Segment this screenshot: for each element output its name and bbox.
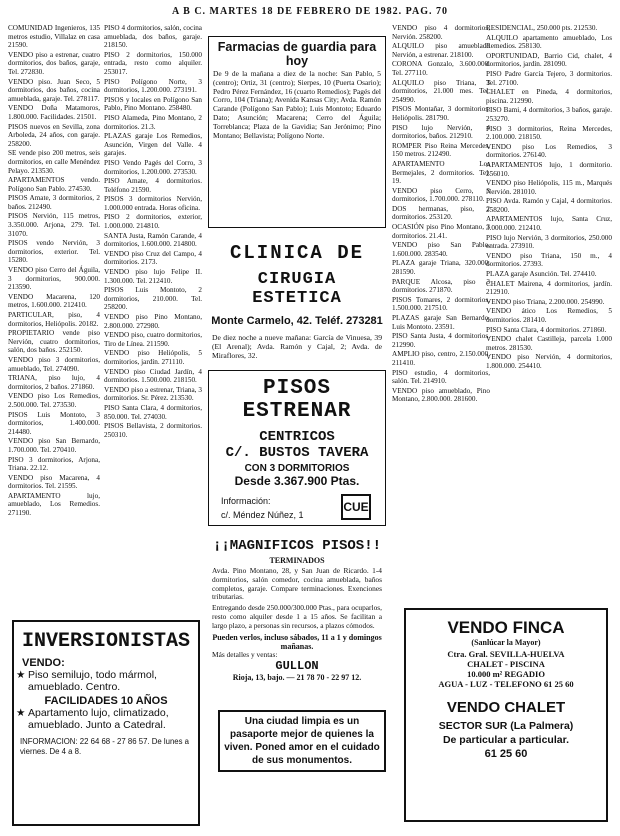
classified-ad: CHALET Mairena, 4 dormitorios, jardín. 212910.: [486, 279, 612, 297]
classified-ad: ALQUILO piso amueblado Nervión, a estrenar. 218100.: [392, 42, 490, 59]
classified-ad: SANTA Justa, Ramón Carande, 4 dormitorios, 1.600.000. 214800.: [104, 231, 202, 249]
classified-ad: VENDO piso Cruz del Campo, 4 dormitorios. 2173.: [104, 249, 202, 267]
classified-ad: PISOS 3 dormitorios Nervión, 1.000.000 entrada. Horas oficina.: [104, 195, 202, 212]
classified-ad: TRIANA, piso lujo, 4 dormitorios, 2 baños. 271860.: [8, 374, 100, 391]
page-header: A B C. MARTES 18 DE FEBRERO DE 1982. PAG. 70: [172, 6, 448, 17]
classified-ad: ROMPER Piso Reina Mercedes, 150 metros. 212490.: [392, 141, 490, 159]
classified-ad: PISO lujo Nervión, 3 dormitorios, 250.000 entrada. 273910.: [486, 233, 612, 251]
classified-ad: PISOS vendo Nervión, 3 dormitorios, exterior. Tel. 15280.: [8, 239, 100, 265]
classified-ad: VENDO chalet Castilleja, parcela 1.000 metros. 281530.: [486, 335, 612, 352]
classified-ad: PLAZAS garaje Los Remedios, Asunción, Virgen del Valle. 4 garajes.: [104, 132, 202, 158]
classified-ad: PISO Santa Clara, 4 dormitorios, 850.000. Tel. 274030.: [104, 403, 202, 421]
classified-ad: PISO Santa Clara, 4 dormitorios. 271860.: [486, 325, 607, 334]
farmacias-body: De 9 de la mañana a diez de la noche: San Pablo, 5 (centro); Ortiz, 31 (centro); Sierpes, 10 (Puerta Osario); Pedro Pérez Fernández, 16 (cuarto Remedios); Pagés del Corro, 104 (Triana); Avenida Kansas City; Avda. Ramón Carande (Polígono San Pablo); Luis Montoto; Eduardo Dato; Asunción; Macarena; Cerro del Águila; Torreblanca; Plaza de la Gavidia; San Jerónimo; Pino Montano; Bellavista; Polígono Norte.: [213, 69, 381, 140]
classified-ad: PISO Polígono Norte, 3 dormitorios, 1.200.000. 273191.: [104, 77, 202, 95]
classifieds-column-1: [8, 24, 100, 584]
classified-ad: PROPIETARIO vende piso Nervión, cuatro dormitorios, salón, dos baños. 252150.: [8, 329, 100, 355]
clinica-line2: CIRUGIA ESTETICA: [252, 270, 342, 308]
classified-ad: PISO 3 dormitorios, Arjona, Triana. 22.12.: [8, 455, 100, 473]
classified-ad: VENDO piso San Bernardo, 1.700.000. Tel. 270410.: [8, 437, 100, 454]
magnificos-ad: ¡¡MAGNIFICOS PISOS!! TERMINADOS Avda. Pino Montano, 28, y San Juan de Ricardo. 1-4 dormitorios, salón comedor, cocina amueblada, baños completos, garaje. Compare terminaciones. Exenciones tributarias. Entregando desde 250.000/300.000 Ptas., para ocuparlos, resto como alquiler desde 1 a 15 años. Se facilitan a largo plazo, a personas sin recursos, a plazos cómodos. Pueden verlos, incluso sábados, 11 a 1 y domingos mañanas. Más detalles y ventas: GULLON Rioja, 13, bajo. — 21 78 70 - 22 97 12.: [208, 530, 386, 708]
classified-ad: PISOS Nervión, 115 metros, 3.350.000. Arjona, 279. Tel. 31070.: [8, 212, 100, 238]
classified-ad: PLAZA garaje Triana, 320.000. 281590.: [392, 259, 490, 277]
classified-ad: VENDO piso Los Remedios, 2.500.000. Tel. 273530.: [8, 392, 100, 409]
classified-ad: VENDO ático Los Remedios, 5 dormitorios. 281410.: [486, 307, 612, 324]
classified-ad: PISO 3 dormitorios, Reina Mercedes, 2.100.000. 218150.: [486, 124, 612, 142]
classified-ad: VENDO piso Triana, 150 m., 4 dormitorios. 27393.: [486, 251, 612, 269]
classified-ad: VENDO piso a estrenar, Triana, 3 dormitorios. Sr. Pérez. 213530.: [104, 385, 202, 403]
classified-ad: ALQUILO apartamento amueblado, Los Remedios. 258130.: [486, 33, 612, 51]
classified-ad: PISOS Montañar, 3 dormitorios, Heliópolis. 281790.: [392, 105, 490, 122]
classified-ad: PISOS Luis Montoto, 3 dormitorios, 1.400.000. 214480.: [8, 410, 100, 436]
farmacias-title: Farmacias de guardia para hoy: [217, 40, 377, 68]
farmacias-night: De diez noche a nueve mañana: García de Vinuesa, 39 (El Arenal); Avda. Ramón y Cajal, 2; Avda. de Miraflores, 32.: [208, 334, 386, 364]
classified-ad: AMPLIO piso, centro, 2.150.000. 211410.: [392, 350, 490, 367]
classified-ad: COMUNIDAD Ingenieros, 135 metros estudio, Villalaz en casa 21590.: [8, 24, 100, 50]
farmacias-ad: [208, 36, 386, 228]
clinica-city: [208, 331, 386, 332]
classified-ad: APARTAMENTO lujo, amueblado, Los Remedios. 271190.: [8, 491, 100, 518]
classified-ad: VENDO piso Pino Montano, 2.800.000. 272980.: [104, 313, 202, 330]
classified-ad: APARTAMENTOS lujo, 1 dormitorio. 256010.: [486, 160, 612, 178]
classified-ad: PISO Vendo Pagés del Corro, 3 dormitorios, 1.200.000. 273530.: [104, 158, 202, 176]
classified-ad: VENDO piso amueblado, Pino Montano, 2.800.000. 281600.: [392, 386, 490, 404]
cue-logo: CUE: [341, 494, 371, 520]
classified-ad: VENDO piso Macarena, 4 dormitorios. Tel. 21595.: [8, 473, 100, 491]
classified-ad: DOS hermanas, piso, 2 dormitorios. 253120.: [392, 204, 490, 222]
classified-ad: PISO 2 dormitorios, exterior, 1.000.000. 214810.: [104, 213, 202, 231]
classified-ad: VENDO piso lujo Felipe II. 1.300.000. Tel. 212410.: [104, 268, 202, 285]
classified-ad: VENDO piso a estrenar, cuatro dormitorios, dos baños, garaje, Tel. 272830.: [8, 50, 100, 76]
classified-ad: PISOS Amate, 3 dormitorios, 2 baños. 212490.: [8, 194, 100, 211]
star-icon: ★: [16, 707, 26, 719]
star-icon: ★: [16, 669, 26, 681]
chalet-title: VENDO CHALET: [446, 699, 566, 716]
classified-ad: VENDO piso 4 dormitorios, Nervión. 258200.: [392, 24, 490, 41]
classified-ad: VENDO piso Ciudad Jardín, 4 dormitorios. 1.500.000. 218150.: [104, 367, 202, 385]
classified-ad: VENDO piso 3 dormitorios, amueblado, Tel. 274090.: [8, 355, 100, 373]
classified-ad: APARTAMENTOS vendo. Polígono San Pablo. 274530.: [8, 176, 100, 193]
classified-ad: PISO 4 dormitorios, salón, cocina amueblada, dos baños, garaje. 218150.: [104, 24, 202, 50]
classified-ad: PISO Amate, 4 dormitorios. Teléfono 21590.: [104, 177, 202, 194]
classified-ad: VENDO piso Cerro del Águila, 3 dormitorios, 900.000. 213590.: [8, 266, 100, 292]
classified-ad: PISO lujo Nervión, 4 dormitorios, baños. 212910.: [392, 123, 490, 141]
classified-ad: VENDO piso Nervión, 4 dormitorios, 1.800.000. 254410.: [486, 353, 612, 370]
classified-ad: APARTAMENTO Los Bermejales, 2 dormitorios. Tel. 19.: [392, 159, 490, 186]
classified-ad: PISO Alameda, Pino Montano, 2 dormitorios. 21.3.: [104, 113, 202, 131]
classifieds-column-2: [104, 24, 202, 440]
classified-ad: VENDO Doña Matamoros, 1.800.000. Facilidades. 21501.: [8, 104, 100, 121]
classified-ad: VENDO piso Los Remedios, 3 dormitorios. 276140.: [486, 142, 612, 160]
pisos-estrenar-title: PISOS ESTRENAR: [242, 377, 352, 423]
classified-ad: SE vende piso 200 metros, seis dormitorios, en calle Menéndez Pelayo. 213530.: [8, 149, 100, 175]
finca-chalet-ad: VENDO FINCA (Sanlúcar la Mayor) Ctra. Gral. SEVILLA-HUELVA CHALET - PISCINA 10.000 m² REGADIO AGUA - LUZ - TELEFONO 61 25 60 VENDO CHALET SECTOR SUR (La Palmera) De particular a particular. 61 25 60: [404, 608, 608, 822]
classified-ad: PISO 2 dormitorios, 150.000 entrada, resto como alquiler. 253017.: [104, 50, 202, 76]
finca-title: VENDO FINCA: [447, 618, 565, 637]
classified-ad: VENDO piso San Pablo, 1.600.000. 283540.: [392, 241, 490, 258]
inversionistas-title: INVERSIONISTAS: [21, 630, 191, 653]
classified-ad: VENDO Macarena, 120 metros, 1.600.000. 212410.: [8, 292, 100, 310]
classified-ad: ALQUILO piso Triana, 3 dormitorios, 21.000 mes. Tel. 254990.: [392, 78, 490, 104]
classifieds-column-5: [392, 24, 490, 570]
classified-ad: OPORTUNIDAD, Barrio Cid, chalet, 4 dormitorios, jardín. 281090.: [486, 51, 612, 69]
classified-ad: APARTAMENTOS lujo, Santa Cruz, 3.000.000. 212410.: [486, 215, 612, 233]
classified-ad: CORONA Gonzalo, 3.600.000. Tel. 277110.: [392, 60, 490, 77]
classified-ad: PISO estudio, 4 dormitorios, salón. Tel. 214910.: [392, 368, 490, 386]
classified-ad: PISOS Luis Montoto, 2 dormitorios, 210.000. Tel. 258200.: [104, 286, 202, 312]
clinica-line1: CLINICA DE: [229, 242, 365, 264]
classified-ad: VENDO piso Triana, 2.200.000. 254990.: [486, 297, 605, 306]
classified-ad: PISOS Tomares, 2 dormitorios, 1.500.000. 217510.: [392, 295, 490, 313]
classified-ad: VENDO piso Cerro, 3 dormitorios, 1.700.000. 278110.: [392, 186, 490, 204]
classified-ad: CHALET en Pineda, 4 dormitorios, piscina. 212990.: [486, 88, 612, 105]
classified-ad: VENDO piso, cuatro dormitorios, Tiro de Línea. 211590.: [104, 331, 202, 348]
ciudad-limpia-ad: Una ciudad limpia es un pasaporte mejor de quienes la viven. Poned amor en el cuidado de sus monumentos.: [218, 710, 386, 772]
classified-ad: PISO Santa Justa, 4 dormitorios. 212990.: [392, 332, 490, 349]
classified-ad: PISO Avda. Ramón y Cajal, 4 dormitorios. 258200.: [486, 197, 612, 214]
classified-ad: VENDO piso. Juan Seco, 5 dormitorios, dos baños, cocina amueblada, garaje. Tel. 278117.: [8, 77, 100, 103]
clinica-ad: [208, 232, 386, 332]
inversionistas-ad: INVERSIONISTAS VENDO: ★ Piso semilujo, todo mármol, amueblado. Centro. FACILIDADES 10 AÑOS ★ Apartamento lujo, climatizado, amueblado. Junto a Catedral. INFORMACION: 22 64 68 - 27 86 57. De lunes a viernes. De 4 a 8.: [12, 620, 200, 826]
classified-ad: PISOS nuevos en Sevilla, zona Arboleda, 24 años, con garaje. 258200.: [8, 122, 100, 148]
classified-ad: PLAZA garaje Asunción. Tel. 274410.: [486, 270, 597, 279]
classified-ad: RESIDENCIAL, 250.000 pts. 212530.: [486, 24, 598, 32]
classified-ad: VENDO piso Heliópolis, 5 dormitorios, jardín. 271110.: [104, 349, 202, 366]
classified-ad: VENDO piso Heliópolis, 115 m., Marqués Nervión. 281010.: [486, 179, 612, 196]
classified-ad: PARTICULAR, piso, 4 dormitorios, Heliópolis. 20182.: [8, 311, 100, 328]
classified-ad: PISO Padre García Tejero, 3 dormitorios. Tel. 27100.: [486, 69, 612, 87]
clinica-address: Monte Carmelo, 42. Teléf. 273281: [211, 315, 383, 327]
classified-ad: PISOS y locales en Polígono San Pablo, Pino Montano. 258480.: [104, 95, 202, 113]
classified-ad: PISO Bami, 4 dormitorios, 3 baños, garaje. 253270.: [486, 106, 612, 123]
classified-ad: PISOS Bellavista, 2 dormitorios. 250310.: [104, 422, 202, 439]
pisos-estrenar-ad: PISOS ESTRENAR CENTRICOS C/. BUSTOS TAVERA CON 3 DORMITORIOS Desde 3.367.900 Ptas. Información: c/. Méndez Núñez, 1 CUE: [208, 370, 386, 526]
magnificos-title: ¡¡MAGNIFICOS PISOS!!: [212, 538, 382, 554]
classified-ad: PARQUE Alcosa, piso 3 dormitorios. 271870.: [392, 277, 490, 295]
classified-ad: PLAZAS garaje San Bernardo, Luis Montoto. 23591.: [392, 314, 490, 331]
classifieds-column-6: [486, 24, 612, 570]
gullon-brand: GULLON: [275, 659, 319, 674]
classified-ad: OCASIÓN piso Pino Montano, 3 dormitorios. 21.41.: [392, 223, 490, 240]
